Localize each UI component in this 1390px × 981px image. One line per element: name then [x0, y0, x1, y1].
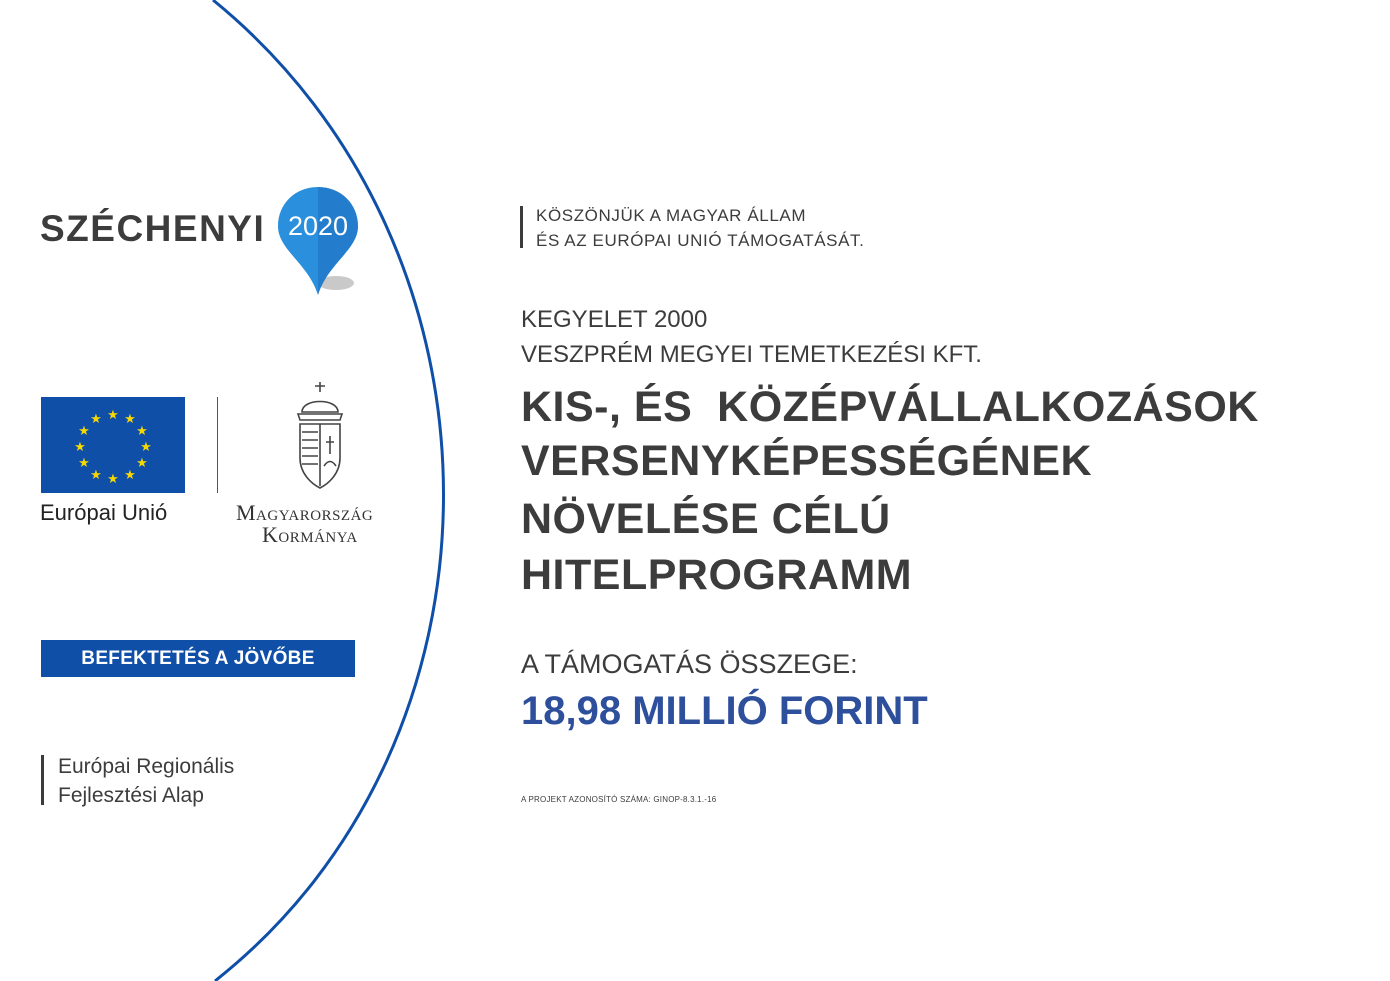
svg-text:★: ★ [78, 456, 90, 471]
svg-text:★: ★ [124, 412, 136, 427]
government-name-line2: Kormánya [262, 522, 358, 547]
svg-text:★: ★ [136, 456, 148, 471]
erfa-line1: Európai Regionális [58, 755, 235, 778]
government-name-line1: Magyarország [236, 500, 374, 525]
project-title-line1: KIS-, ÉS KÖZÉPVÁLLALKOZÁSOK [521, 383, 1259, 431]
eu-label: Európai Unió [40, 500, 168, 525]
beneficiary-name: KEGYELET 2000 [521, 306, 708, 333]
szechenyi-2020-pin-logo [276, 185, 360, 297]
thanks-line1: KÖSZÖNJÜK A MAGYAR ÁLLAM [536, 206, 807, 225]
project-id: A PROJEKT AZONOSÍTÓ SZÁMA: GINOP-8.3.1.-16 [521, 795, 717, 804]
svg-text:★: ★ [107, 472, 119, 487]
svg-text:★: ★ [90, 468, 102, 483]
svg-text:★: ★ [140, 440, 152, 455]
hungarian-coat-of-arms-icon [288, 380, 352, 492]
erfa-line2: Fejlesztési Alap [58, 784, 204, 807]
svg-text:★: ★ [107, 408, 119, 423]
project-title-line4: HITELPROGRAMM [521, 551, 913, 599]
project-title-line3: NÖVELÉSE CÉLÚ [521, 495, 891, 543]
svg-text:★: ★ [124, 468, 136, 483]
szechenyi-year: 2020 [287, 211, 349, 241]
support-amount-value: 18,98 MILLIÓ FORINT [521, 689, 928, 733]
eu-flag-icon [41, 397, 185, 493]
svg-text:★: ★ [90, 412, 102, 427]
project-title-line2: VERSENYKÉPESSÉGÉNEK [521, 437, 1093, 485]
szechenyi-logo-text: SZÉCHENYI [40, 208, 266, 249]
thanks-line2: ÉS AZ EURÓPAI UNIÓ TÁMOGATÁSÁT. [536, 231, 865, 250]
svg-text:★: ★ [74, 440, 86, 455]
erfa-accent-bar [41, 755, 44, 805]
svg-text:★: ★ [136, 424, 148, 439]
support-amount-label: A TÁMOGATÁS ÖSSZEGE: [521, 649, 858, 679]
invest-future-badge: BEFEKTETÉS A JÖVŐBE [41, 640, 355, 677]
beneficiary-company: VESZPRÉM MEGYEI TEMETKEZÉSI KFT. [521, 341, 982, 368]
thanks-accent-bar [520, 206, 523, 248]
logo-divider [217, 397, 218, 493]
svg-text:★: ★ [78, 424, 90, 439]
